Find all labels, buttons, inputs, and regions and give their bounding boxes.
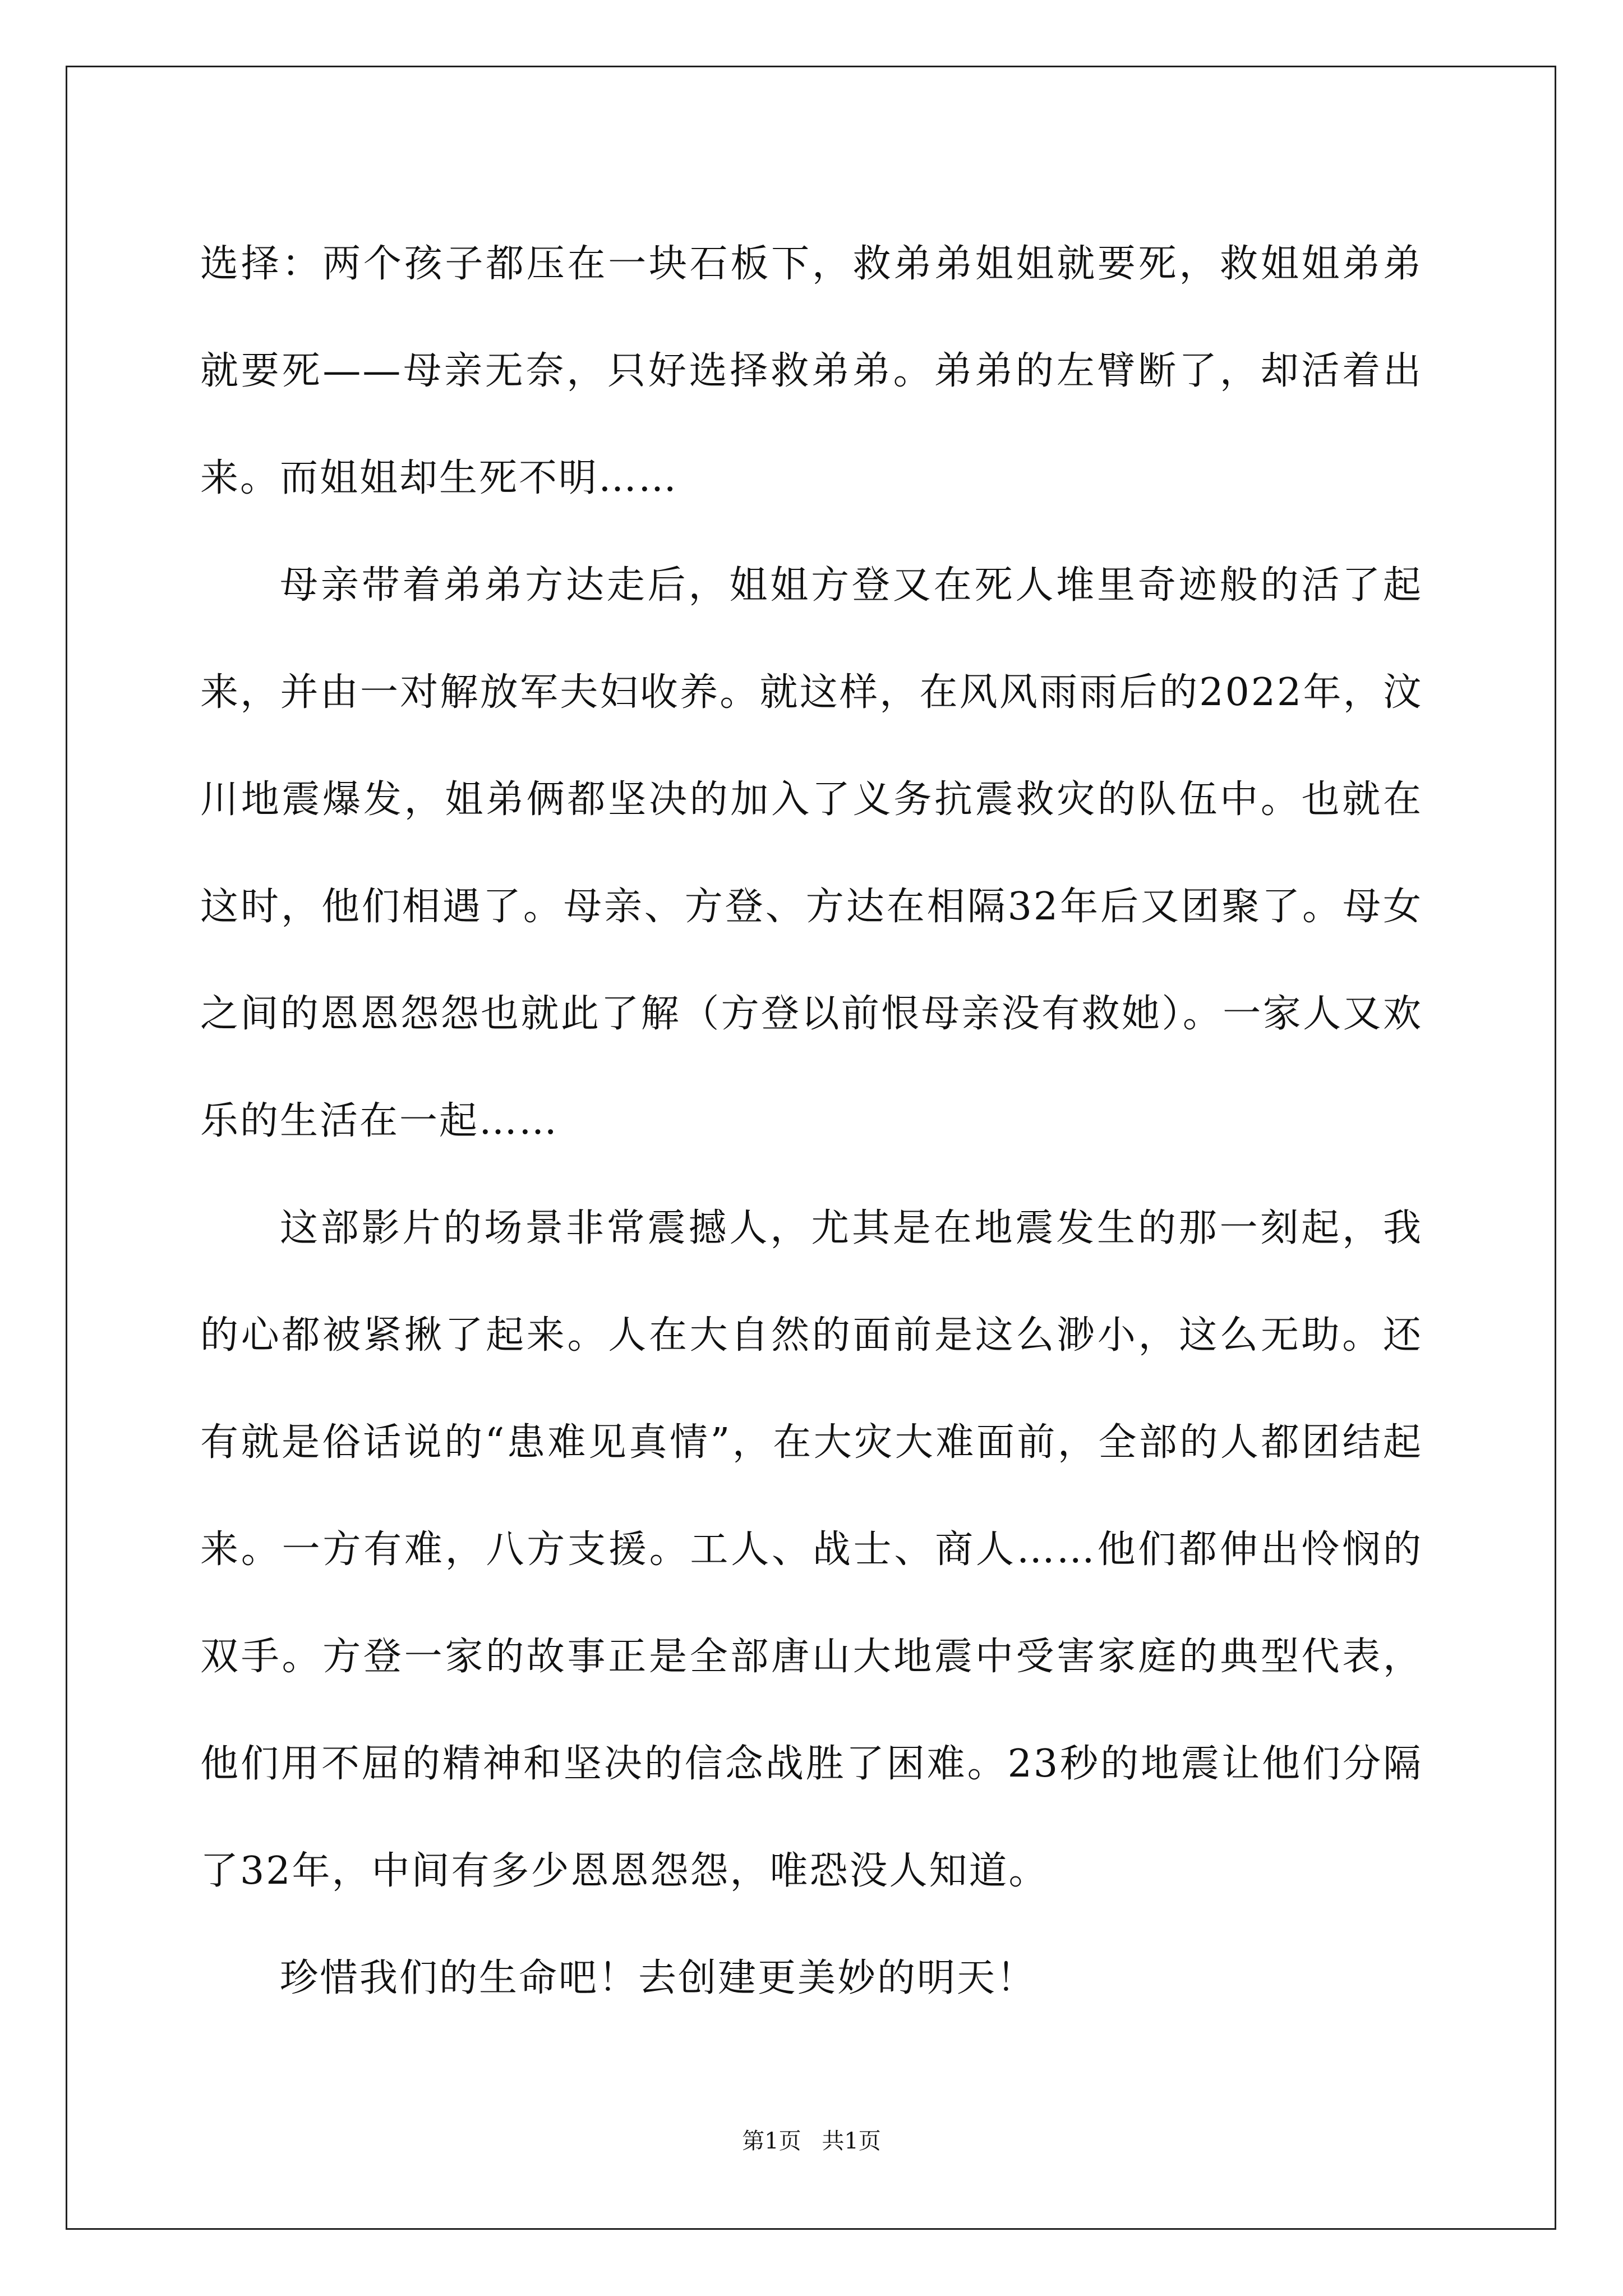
paragraph-3: 这部影片的场景非常震撼人，尤其是在地震发生的那一刻起，我的心都被紧揪了起来。人在大自然的面前是这么渺小，这么无助。还有就是俗话说的“患难见真情”，在大灾大难面前，全部的人都团结起来。一方有难，八方支援。工人、战士、商人……他们都伸出怜悯的双手。方登一家的故事正是全部唐山大地震中受害家庭的典型代表，他们用不屈的精神和坚决的信念战胜了困难。23秒的地震让他们分隔了32年，中间有多少恩恩怨怨，唯恐没人知道。 — [200, 1206, 1423, 1893]
page-number-total: 共1页 — [822, 2128, 881, 2154]
paragraph-4: 珍惜我们的生命吧！去创建更美妙的明天！ — [280, 1956, 1037, 2000]
document-body — [200, 210, 1423, 2032]
paragraph-1: 选择：两个孩子都压在一块石板下，救弟弟姐姐就要死，救姐姐弟弟就要死——母亲无奈，只好选择救弟弟。弟弟的左臂断了，却活着出来。而姐姐却生死不明…… — [200, 242, 1423, 500]
page-number-current: 第1页 — [742, 2128, 801, 2154]
page-footer — [0, 2123, 1623, 2155]
paragraph-2: 母亲带着弟弟方达走后，姐姐方登又在死人堆里奇迹般的活了起来，并由一对解放军夫妇收养。就这样，在风风雨雨后的2022年，汶川地震爆发，姐弟俩都坚决的加入了义务抗震救灾的队伍中。也就在这时，他们相遇了。母亲、方登、方达在相隔32年后又团聚了。母女之间的恩恩怨怨也就此了解（方登以前恨母亲没有救她）。一家人又欢乐的生活在一起…… — [200, 563, 1423, 1143]
